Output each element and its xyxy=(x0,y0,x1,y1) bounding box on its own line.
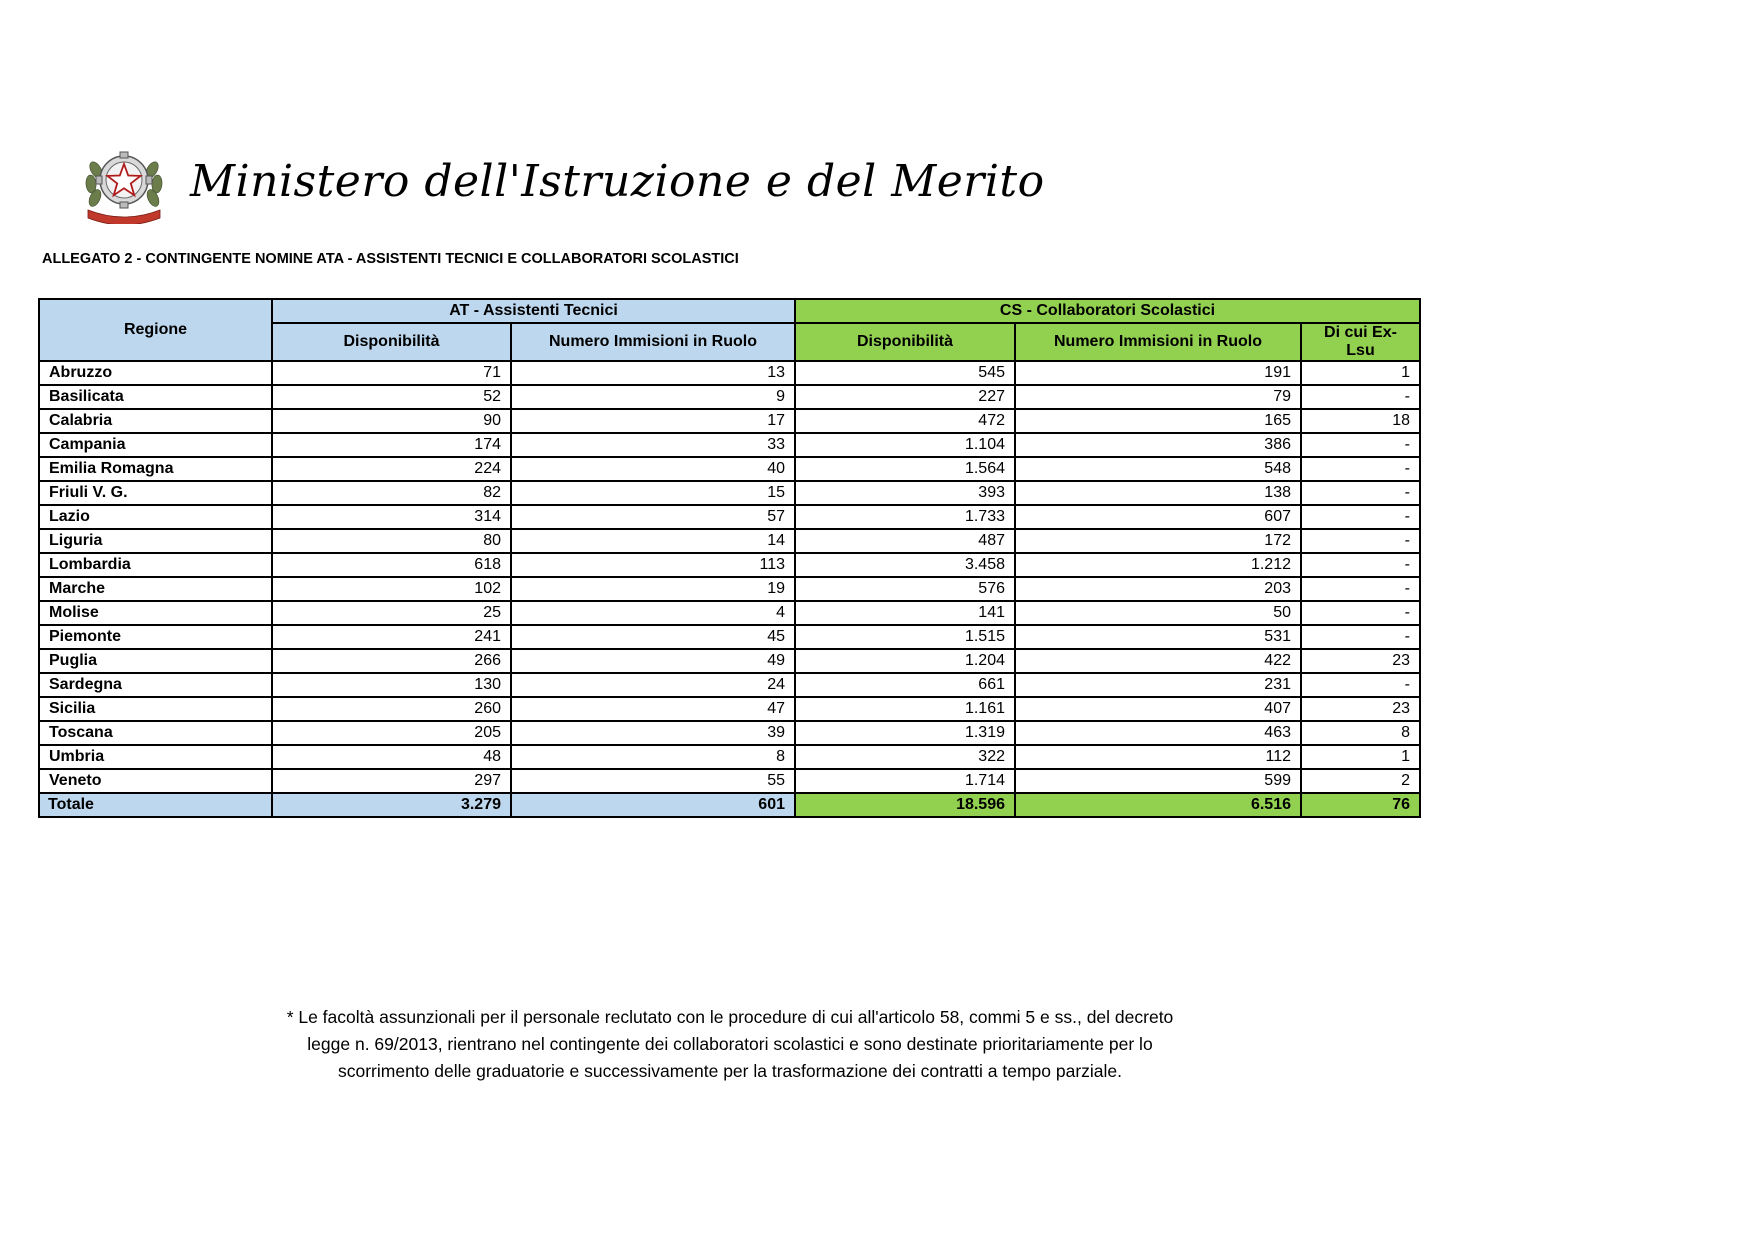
cell-cs-disponibilita: 576 xyxy=(795,577,1015,601)
cell-at-numero-immissioni: 19 xyxy=(511,577,795,601)
cell-cs-ex-lsu: 2 xyxy=(1301,769,1420,793)
cell-regione: Molise xyxy=(39,601,272,625)
header-at-disponibilita: Disponibilità xyxy=(272,323,511,361)
cell-cs-ex-lsu: 1 xyxy=(1301,361,1420,385)
cell-cs-numero-immissioni: 112 xyxy=(1015,745,1301,769)
cell-cs-ex-lsu: 1 xyxy=(1301,745,1420,769)
table-row xyxy=(39,361,1420,385)
footnote xyxy=(240,1004,1220,1085)
cell-cs-numero-immissioni: 531 xyxy=(1015,625,1301,649)
cell-cs-disponibilita: 661 xyxy=(795,673,1015,697)
cell-cs-numero-immissioni: 1.212 xyxy=(1015,553,1301,577)
cell-cs-disponibilita: 1.319 xyxy=(795,721,1015,745)
footnote-line-2: legge n. 69/2013, rientrano nel contingente dei collaboratori scolastici e sono destinate prioritariamente per lo xyxy=(307,1034,1153,1054)
cell-at-disponibilita: 260 xyxy=(272,697,511,721)
table-total-row xyxy=(39,793,1420,817)
cell-at-disponibilita: 102 xyxy=(272,577,511,601)
cell-cs-disponibilita: 1.515 xyxy=(795,625,1015,649)
footnote-line-1: * Le facoltà assunzionali per il personale reclutato con le procedure di cui all'articolo 58, commi 5 e ss., del decreto xyxy=(286,1007,1174,1027)
cell-at-numero-immissioni: 40 xyxy=(511,457,795,481)
cell-at-disponibilita: 297 xyxy=(272,769,511,793)
cell-cs-numero-immissioni: 50 xyxy=(1015,601,1301,625)
total-cs-numero-immissioni: 6.516 xyxy=(1015,793,1301,817)
header-group-at: AT - Assistenti Tecnici xyxy=(272,299,795,323)
cell-regione: Veneto xyxy=(39,769,272,793)
footnote-line-3: scorrimento delle graduatorie e successivamente per la trasformazione dei contratti a tempo parziale. xyxy=(338,1061,1122,1081)
cell-cs-numero-immissioni: 191 xyxy=(1015,361,1301,385)
cell-at-disponibilita: 25 xyxy=(272,601,511,625)
cell-cs-ex-lsu: - xyxy=(1301,673,1420,697)
cell-cs-numero-immissioni: 422 xyxy=(1015,649,1301,673)
cell-at-numero-immissioni: 39 xyxy=(511,721,795,745)
cell-cs-disponibilita: 322 xyxy=(795,745,1015,769)
cell-at-numero-immissioni: 9 xyxy=(511,385,795,409)
cell-at-numero-immissioni: 55 xyxy=(511,769,795,793)
cell-cs-numero-immissioni: 599 xyxy=(1015,769,1301,793)
header-cs-numero-immissioni: Numero Immisioni in Ruolo xyxy=(1015,323,1301,361)
cell-at-disponibilita: 48 xyxy=(272,745,511,769)
cell-cs-ex-lsu: - xyxy=(1301,625,1420,649)
total-at-disponibilita: 3.279 xyxy=(272,793,511,817)
cell-cs-disponibilita: 1.104 xyxy=(795,433,1015,457)
cell-regione: Toscana xyxy=(39,721,272,745)
header-group-cs: CS - Collaboratori Scolastici xyxy=(795,299,1420,323)
table-row xyxy=(39,649,1420,673)
table-row xyxy=(39,601,1420,625)
table-row xyxy=(39,769,1420,793)
cell-cs-ex-lsu: - xyxy=(1301,553,1420,577)
cell-cs-numero-immissioni: 386 xyxy=(1015,433,1301,457)
table-row xyxy=(39,385,1420,409)
table-row xyxy=(39,697,1420,721)
cell-cs-disponibilita: 1.204 xyxy=(795,649,1015,673)
cell-regione: Lombardia xyxy=(39,553,272,577)
cell-cs-ex-lsu: - xyxy=(1301,481,1420,505)
cell-at-numero-immissioni: 8 xyxy=(511,745,795,769)
table-row xyxy=(39,433,1420,457)
cell-cs-ex-lsu: - xyxy=(1301,601,1420,625)
cell-cs-ex-lsu: 23 xyxy=(1301,649,1420,673)
cell-at-numero-immissioni: 15 xyxy=(511,481,795,505)
total-cs-ex-lsu: 76 xyxy=(1301,793,1420,817)
cell-cs-disponibilita: 1.714 xyxy=(795,769,1015,793)
cell-cs-numero-immissioni: 463 xyxy=(1015,721,1301,745)
cell-cs-numero-immissioni: 138 xyxy=(1015,481,1301,505)
cell-at-numero-immissioni: 47 xyxy=(511,697,795,721)
cell-cs-disponibilita: 1.161 xyxy=(795,697,1015,721)
table-row xyxy=(39,625,1420,649)
cell-cs-ex-lsu: 8 xyxy=(1301,721,1420,745)
table-row xyxy=(39,505,1420,529)
cell-at-disponibilita: 52 xyxy=(272,385,511,409)
cell-regione: Marche xyxy=(39,577,272,601)
cell-regione: Sicilia xyxy=(39,697,272,721)
italian-republic-emblem-icon xyxy=(82,140,166,224)
cell-at-disponibilita: 241 xyxy=(272,625,511,649)
document-title: ALLEGATO 2 - CONTINGENTE NOMINE ATA - ASSISTENTI TECNICI E COLLABORATORI SCOLASTICI xyxy=(42,251,739,267)
cell-cs-ex-lsu: 23 xyxy=(1301,697,1420,721)
cell-at-numero-immissioni: 17 xyxy=(511,409,795,433)
table-row xyxy=(39,457,1420,481)
cell-cs-numero-immissioni: 79 xyxy=(1015,385,1301,409)
cell-cs-ex-lsu: - xyxy=(1301,577,1420,601)
cell-at-numero-immissioni: 113 xyxy=(511,553,795,577)
table-body xyxy=(39,361,1420,793)
table-row xyxy=(39,721,1420,745)
cell-cs-disponibilita: 472 xyxy=(795,409,1015,433)
cell-cs-disponibilita: 141 xyxy=(795,601,1015,625)
cell-at-numero-immissioni: 45 xyxy=(511,625,795,649)
cell-at-numero-immissioni: 57 xyxy=(511,505,795,529)
cell-at-disponibilita: 174 xyxy=(272,433,511,457)
cell-at-disponibilita: 224 xyxy=(272,457,511,481)
total-label: Totale xyxy=(39,793,272,817)
cell-cs-disponibilita: 487 xyxy=(795,529,1015,553)
cell-regione: Lazio xyxy=(39,505,272,529)
cell-at-disponibilita: 82 xyxy=(272,481,511,505)
cell-regione: Abruzzo xyxy=(39,361,272,385)
cell-regione: Liguria xyxy=(39,529,272,553)
table-row xyxy=(39,577,1420,601)
total-cs-disponibilita: 18.596 xyxy=(795,793,1015,817)
cell-at-numero-immissioni: 14 xyxy=(511,529,795,553)
table-row xyxy=(39,553,1420,577)
cell-cs-numero-immissioni: 203 xyxy=(1015,577,1301,601)
cell-cs-ex-lsu: - xyxy=(1301,433,1420,457)
cell-at-disponibilita: 205 xyxy=(272,721,511,745)
cell-at-numero-immissioni: 24 xyxy=(511,673,795,697)
cell-regione: Umbria xyxy=(39,745,272,769)
ministry-name: Ministero dell'Istruzione e del Merito xyxy=(190,156,1045,207)
cell-regione: Emilia Romagna xyxy=(39,457,272,481)
cell-cs-numero-immissioni: 165 xyxy=(1015,409,1301,433)
cell-regione: Sardegna xyxy=(39,673,272,697)
table-row xyxy=(39,409,1420,433)
cell-cs-disponibilita: 545 xyxy=(795,361,1015,385)
table-row xyxy=(39,529,1420,553)
cell-regione: Calabria xyxy=(39,409,272,433)
cell-at-numero-immissioni: 49 xyxy=(511,649,795,673)
cell-at-disponibilita: 71 xyxy=(272,361,511,385)
table-row xyxy=(39,673,1420,697)
cell-at-disponibilita: 266 xyxy=(272,649,511,673)
cell-at-disponibilita: 618 xyxy=(272,553,511,577)
cell-cs-disponibilita: 227 xyxy=(795,385,1015,409)
cell-cs-numero-immissioni: 407 xyxy=(1015,697,1301,721)
total-at-numero-immissioni: 601 xyxy=(511,793,795,817)
cell-regione: Basilicata xyxy=(39,385,272,409)
cell-at-disponibilita: 80 xyxy=(272,529,511,553)
cell-at-numero-immissioni: 13 xyxy=(511,361,795,385)
cell-cs-numero-immissioni: 172 xyxy=(1015,529,1301,553)
ata-contingent-table xyxy=(38,298,1421,818)
table-row xyxy=(39,745,1420,769)
cell-regione: Piemonte xyxy=(39,625,272,649)
cell-cs-disponibilita: 1.564 xyxy=(795,457,1015,481)
cell-cs-numero-immissioni: 607 xyxy=(1015,505,1301,529)
cell-cs-numero-immissioni: 231 xyxy=(1015,673,1301,697)
header-regione: Regione xyxy=(39,299,272,361)
cell-at-disponibilita: 314 xyxy=(272,505,511,529)
cell-cs-numero-immissioni: 548 xyxy=(1015,457,1301,481)
header-cs-ex-lsu: Di cui Ex- Lsu xyxy=(1301,323,1420,361)
table-row xyxy=(39,481,1420,505)
cell-at-disponibilita: 90 xyxy=(272,409,511,433)
cell-cs-ex-lsu: - xyxy=(1301,457,1420,481)
cell-cs-ex-lsu: 18 xyxy=(1301,409,1420,433)
cell-regione: Puglia xyxy=(39,649,272,673)
header-cs-disponibilita: Disponibilità xyxy=(795,323,1015,361)
cell-cs-disponibilita: 393 xyxy=(795,481,1015,505)
cell-cs-ex-lsu: - xyxy=(1301,385,1420,409)
cell-cs-disponibilita: 3.458 xyxy=(795,553,1015,577)
cell-cs-ex-lsu: - xyxy=(1301,529,1420,553)
cell-at-disponibilita: 130 xyxy=(272,673,511,697)
table-group-header-row xyxy=(39,299,1420,323)
cell-at-numero-immissioni: 4 xyxy=(511,601,795,625)
cell-cs-disponibilita: 1.733 xyxy=(795,505,1015,529)
cell-cs-ex-lsu: - xyxy=(1301,505,1420,529)
header-at-numero-immissioni: Numero Immisioni in Ruolo xyxy=(511,323,795,361)
cell-regione: Campania xyxy=(39,433,272,457)
cell-regione: Friuli V. G. xyxy=(39,481,272,505)
cell-at-numero-immissioni: 33 xyxy=(511,433,795,457)
